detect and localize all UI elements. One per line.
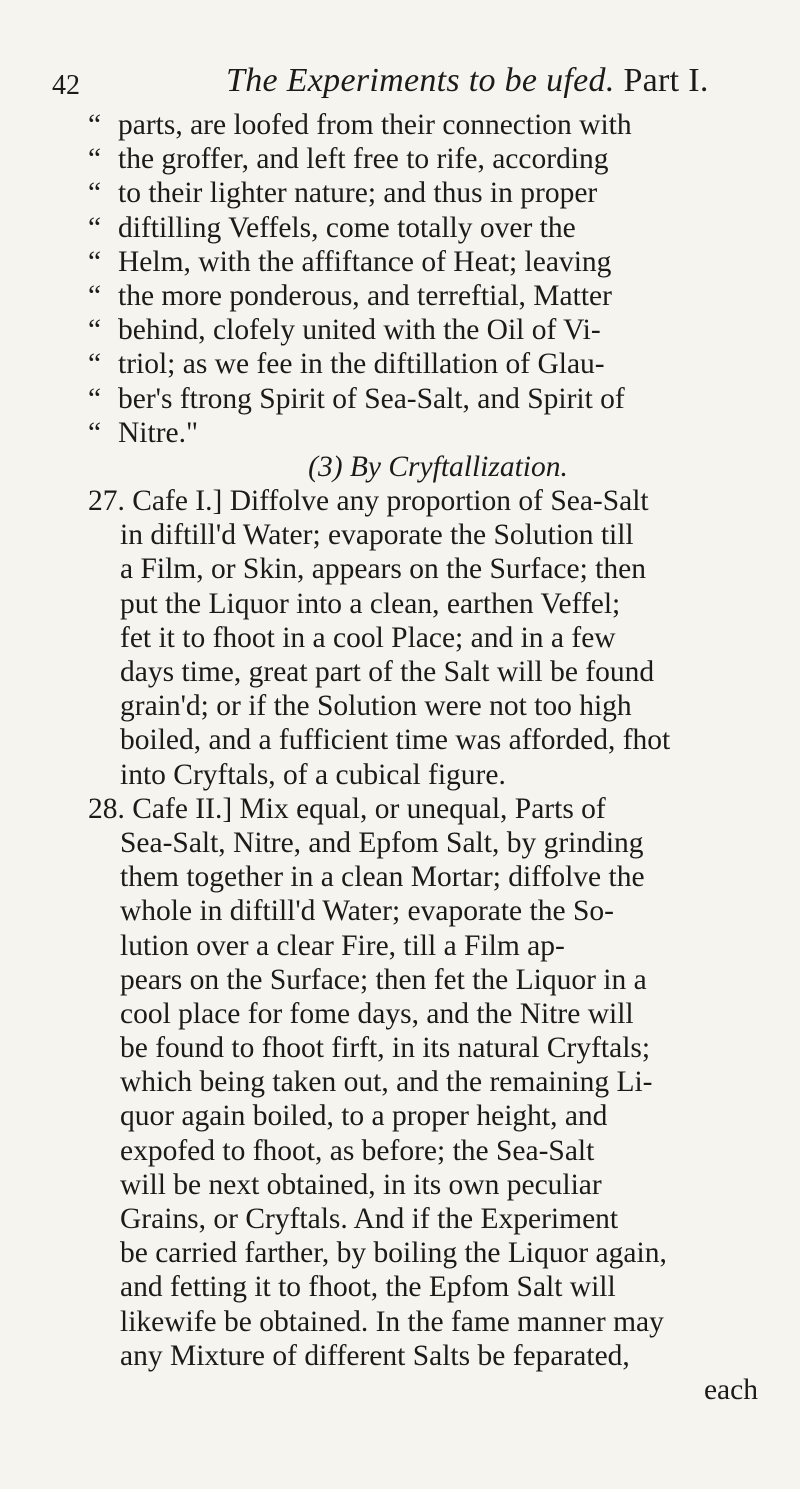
quote-line: “ parts, are loofed from their connection with xyxy=(88,109,632,141)
quote-line: “ triol; as we fee in the diftillation of Glau- xyxy=(88,348,605,381)
quote-line: “ diftilling Veffels, come totally over the xyxy=(88,211,576,244)
running-head xyxy=(226,62,709,100)
page-body xyxy=(88,108,788,1407)
text-line: quor again boiled, to a proper height, and xyxy=(120,1100,608,1133)
running-title: The Experiments to be ufed. xyxy=(226,62,615,99)
quote-line: “ the more ponderous, and terreftial, Matter xyxy=(88,279,612,312)
text-line: them together in a clean Mortar; diffolve the xyxy=(120,861,645,894)
text-line: pears on the Surface; then fet the Liquor in a xyxy=(120,963,647,996)
quote-line: “ the groffer, and left free to rife, according xyxy=(88,143,609,176)
page-number: 42 xyxy=(52,70,80,101)
text-line: and fetting it to fhoot, the Epfom Salt will xyxy=(120,1271,616,1304)
text-line: into Cryftals, of a cubical figure. xyxy=(120,758,506,791)
text-line: put the Liquor into a clean, earthen Veffel; xyxy=(120,587,621,620)
text-line: any Mixture of different Salts be feparated, xyxy=(120,1339,630,1372)
paragraph-27 xyxy=(88,484,788,792)
paragraph-28 xyxy=(88,792,788,1373)
text-line: whole in diftill'd Water; evaporate the So- xyxy=(120,895,614,928)
text-line: cool place for fome days, and the Nitre will xyxy=(120,997,634,1030)
text-line: be found to fhoot firft, in its natural Cryftals; xyxy=(120,1032,651,1065)
quote-line: “ behind, clofely united with the Oil of Vi- xyxy=(88,314,601,347)
text-line: Sea-Salt, Nitre, and Epfom Salt, by grinding xyxy=(120,826,644,859)
quote-line: “ ber's ftrong Spirit of Sea-Salt, and Spirit of xyxy=(88,382,625,415)
text-line: will be next obtained, in its own peculiar xyxy=(120,1168,602,1201)
quoted-passage xyxy=(88,108,788,450)
quote-line: “ to their lighter nature; and thus in proper xyxy=(88,177,598,210)
text-line: 28. Cafe II.] Mix equal, or unequal, Parts of xyxy=(88,792,606,825)
text-line: a Film, or Skin, appears on the Surface; then xyxy=(120,553,646,586)
text-line: likewife be obtained. In the fame manner may xyxy=(120,1305,664,1338)
text-line: lution over a clear Fire, till a Film ap- xyxy=(120,929,565,962)
quote-line: “ Helm, with the affiftance of Heat; leaving xyxy=(88,245,612,278)
text-line: Grains, or Cryftals. And if the Experiment xyxy=(120,1203,619,1235)
part-label: Part I. xyxy=(623,62,709,99)
text-line: grain'd; or if the Solution were not too high xyxy=(120,690,632,723)
text-line: 27. Cafe I.] Diffolve any proportion of Sea-Salt xyxy=(88,485,649,518)
text-line: be carried farther, by boiling the Liquor again, xyxy=(120,1237,667,1270)
quote-line: “ Nitre." xyxy=(88,416,199,449)
text-line: in diftill'd Water; evaporate the Solution till xyxy=(120,519,634,552)
catchword: each xyxy=(703,1373,758,1406)
text-line: boiled, and a fufficient time was afforded, fhot xyxy=(120,724,671,757)
text-line: expofed to fhoot, as before; the Sea-Salt xyxy=(120,1134,595,1167)
section-heading: (3) By Cryftallization. xyxy=(308,450,568,483)
text-line: fet it to fhoot in a cool Place; and in a few xyxy=(120,621,616,654)
text-line: which being taken out, and the remaining Li- xyxy=(120,1066,653,1099)
text-line: days time, great part of the Salt will be found xyxy=(120,656,655,688)
